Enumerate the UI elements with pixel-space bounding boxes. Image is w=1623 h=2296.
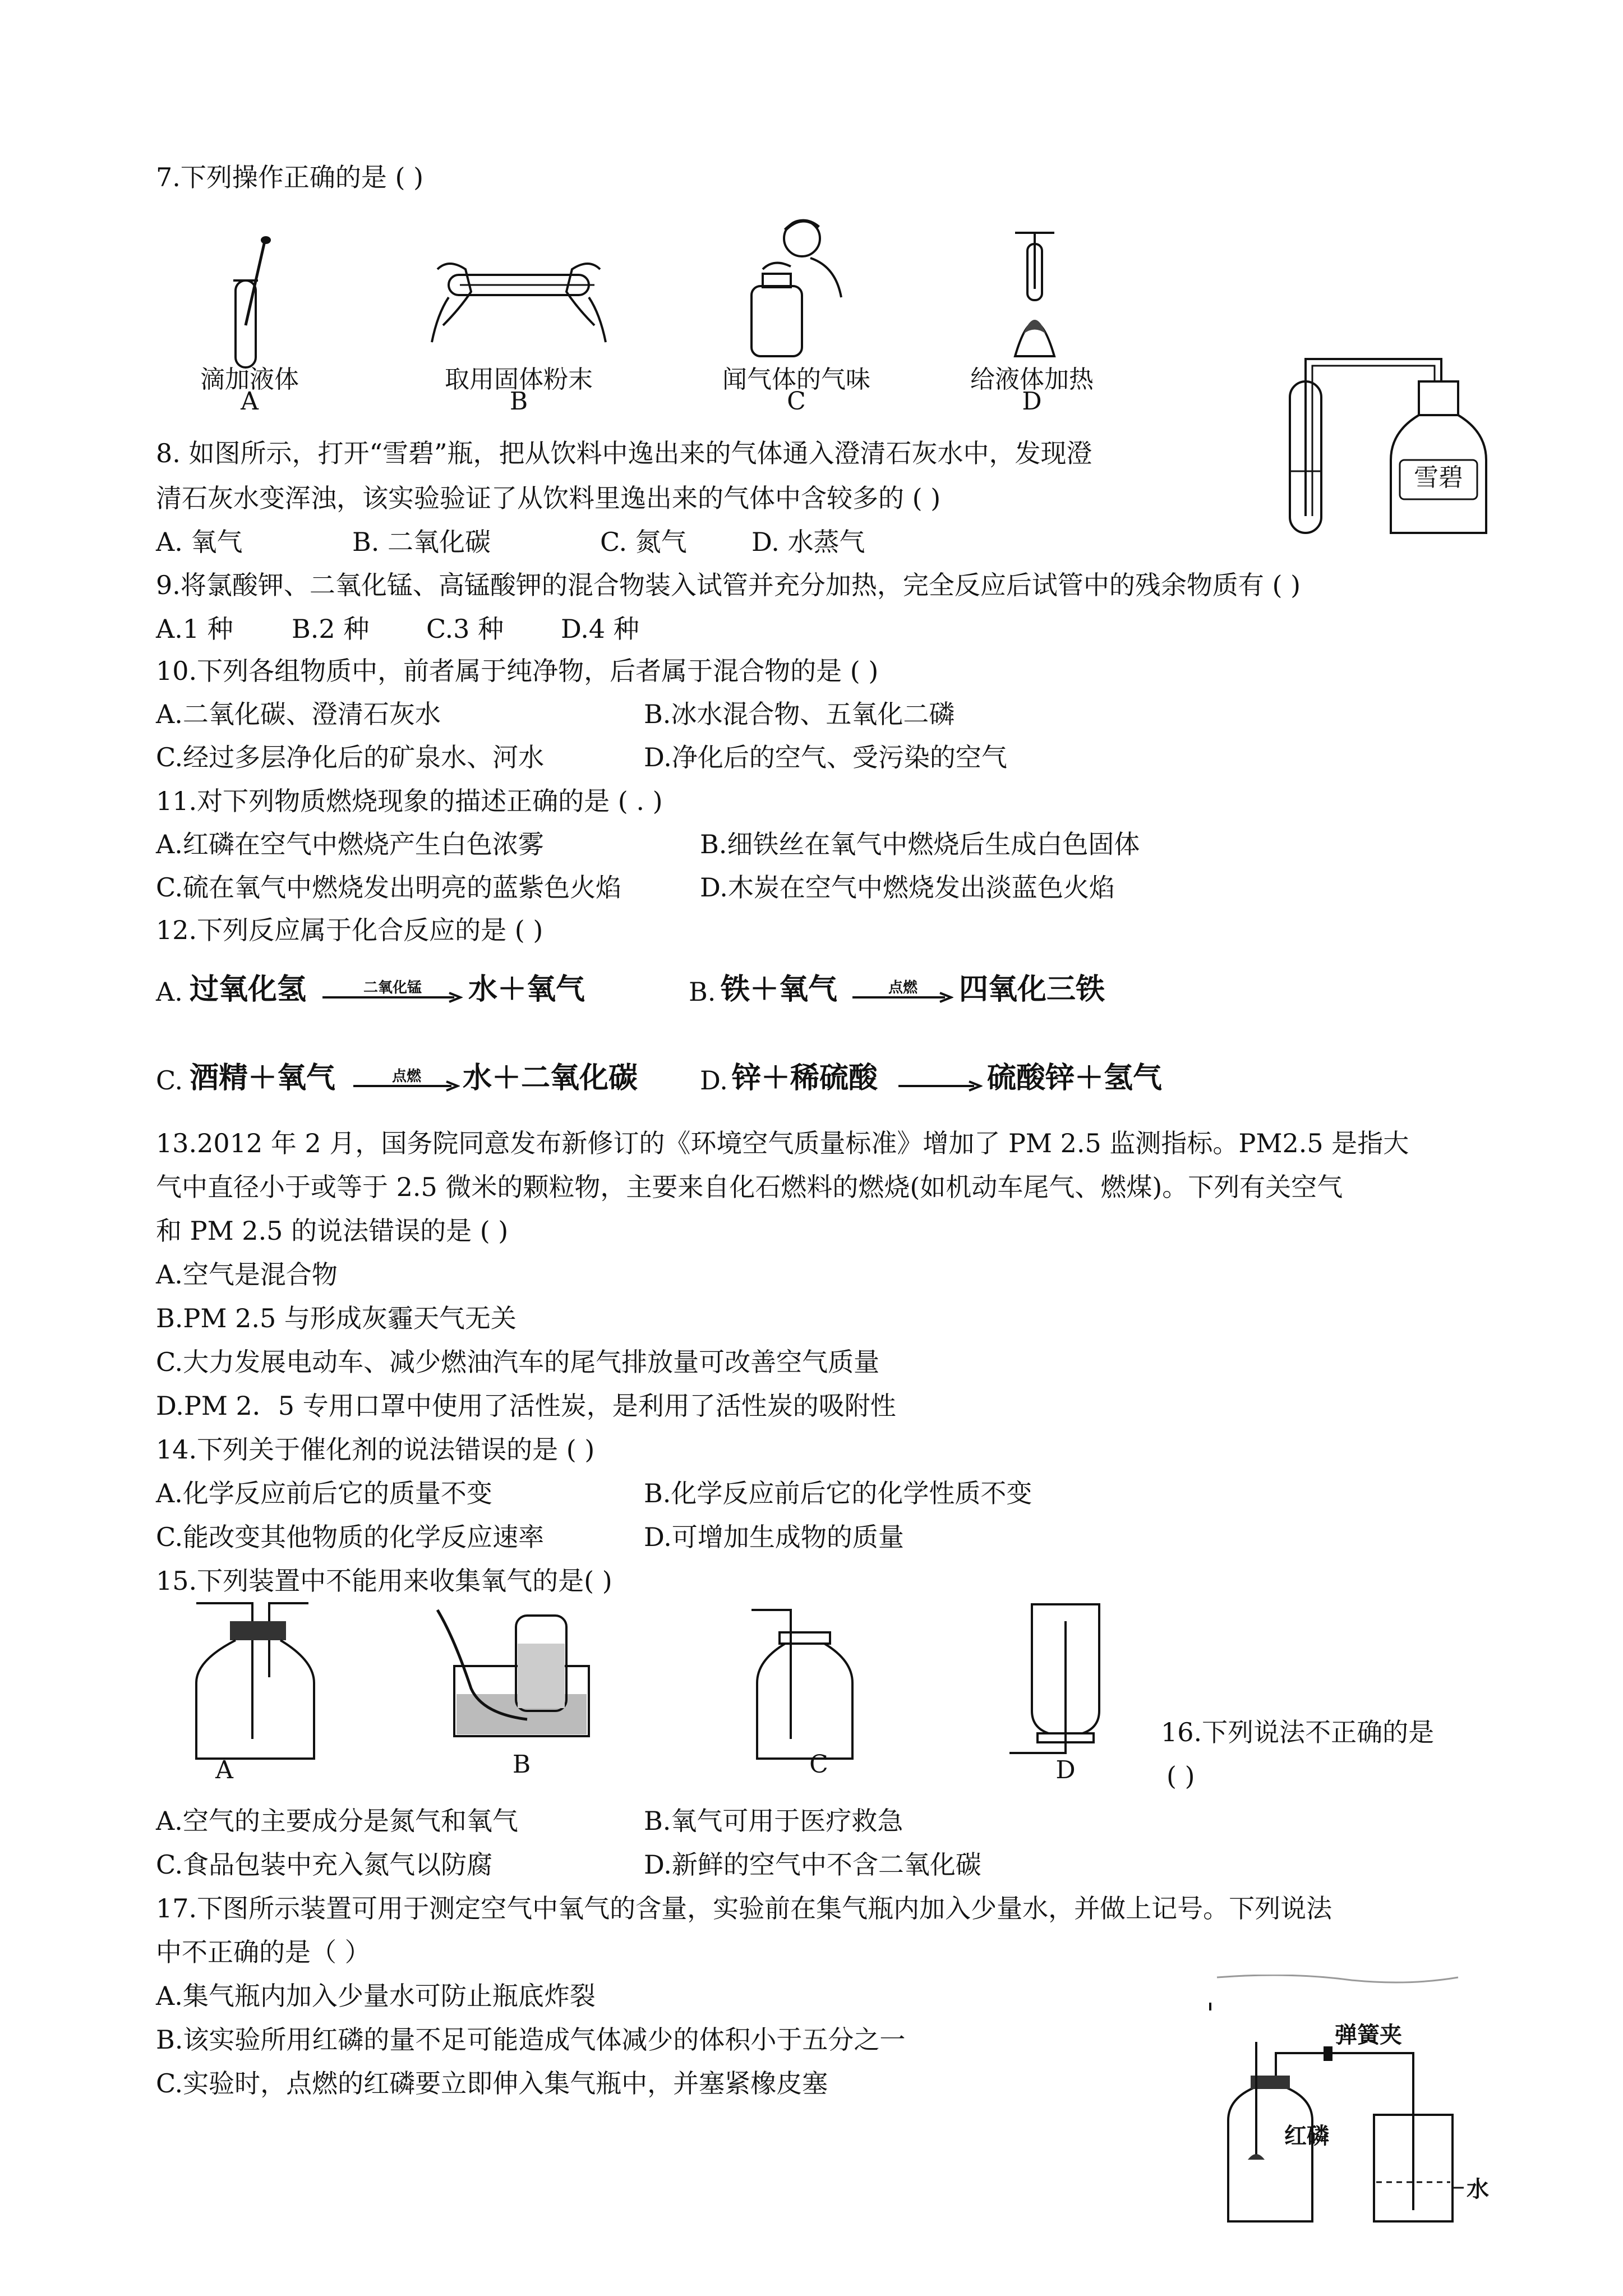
q13-option-d: D.PM 2．5 专用口罩中使用了活性炭，是利用了活性炭的吸附性 [156, 1391, 896, 1421]
oxygen-measure-apparatus [1206, 1975, 1464, 2255]
q8-option-d: D. 水蒸气 [751, 527, 865, 557]
q16-stem: 16.下列说法不正确的是 [1161, 1717, 1435, 1747]
q7-caption-c: 闻气体的气味 [722, 365, 870, 394]
q8-option-c: C. 氮气 [600, 527, 687, 557]
q10-option-c: C.经过多层净化后的矿泉水、河水 [156, 742, 545, 772]
q12-b-condition: 点燃 [888, 979, 917, 996]
q7-letter-a: A [241, 387, 259, 416]
q12-a-left: 过氧化氢 [190, 972, 307, 1006]
q12-c-left: 酒精＋氧气 [190, 1061, 336, 1095]
q14-stem: 14.下列关于催化剂的说法错误的是 ( ) [156, 1434, 595, 1465]
q12-c-letter: C. [156, 1065, 183, 1096]
q9-option-d: D.4 种 [561, 614, 639, 644]
q15-letter-b: B [512, 1750, 531, 1779]
q14-option-a: A.化学反应前后它的质量不变 [156, 1478, 492, 1508]
q15-letter-a: A [215, 1756, 233, 1784]
q11-option-d: D.木炭在空气中燃烧发出淡蓝色火焰 [700, 872, 1115, 903]
dropper-test-tube-figure [213, 236, 280, 376]
q12-b-letter: B. [689, 977, 716, 1007]
label-red-phosphorus: 红磷 [1284, 2123, 1329, 2149]
q17-line1: 17.下图所示装置可用于测定空气中氧气的含量，实验前在集气瓶内加入少量水，并做上记号。下列说法 [156, 1893, 1332, 1924]
q12-c-arrow [353, 1065, 460, 1093]
q8-option-b: B. 二氧化碳 [352, 527, 491, 557]
q17-option-b: B.该实验所用红磷的量不足可能造成气体减少的体积小于五分之一 [156, 2024, 906, 2055]
q15-apparatus-b [432, 1604, 594, 1739]
q16-option-c: C.食品包装中充入氮气以防腐 [156, 1849, 493, 1880]
q16-option-b: B.氧气可用于医疗救急 [644, 1806, 903, 1836]
q12-c-right: 水＋二氧化碳 [463, 1061, 638, 1095]
q13-option-a: A.空气是混合物 [156, 1259, 338, 1290]
label-water: 水 [1467, 2176, 1489, 2202]
q12-a-condition: 二氧化锰 [363, 979, 422, 996]
q16-option-a: A.空气的主要成分是氮气和氧气 [156, 1806, 518, 1836]
q12-stem: 12.下列反应属于化合反应的是 ( ) [156, 915, 543, 945]
q17-line2: 中不正确的是（ ） [156, 1937, 371, 1967]
q12-b-left: 铁＋氧气 [721, 972, 838, 1006]
q10-stem: 10.下列各组物质中，前者属于纯净物，后者属于混合物的是 ( ) [156, 656, 879, 686]
sprite-bottle-label: 雪碧 [1414, 463, 1463, 492]
q10-option-b: B.冰水混合物、五氧化二磷 [644, 699, 955, 729]
q7-letter-d: D [1022, 387, 1042, 416]
q7-letter-c: C [787, 387, 806, 416]
q13-line2: 气中直径小于或等于 2.5 微米的颗粒物，主要来自化石燃料的燃烧(如机动车尾气、燃煤)。下列有关空气 [156, 1172, 1343, 1202]
q15-apparatus-a [185, 1599, 320, 1761]
q13-line1: 13.2012 年 2 月，国务院同意发布新修订的《环境空气质量标准》增加了 PM 2.5 监测指标。PM2.5 是指大 [156, 1128, 1409, 1158]
q13-option-c: C.大力发展电动车、减少燃油汽车的尾气排放量可改善空气质量 [156, 1347, 880, 1377]
label-spring-clip: 弹簧夹 [1335, 2022, 1402, 2048]
q13-line3: 和 PM 2.5 的说法错误的是 ( ) [156, 1216, 509, 1246]
q7-caption-d: 给液体加热 [970, 365, 1094, 394]
q15-letter-d: D [1055, 1756, 1076, 1784]
q17-option-c: C.实验时，点燃的红磷要立即伸入集气瓶中，并塞紧橡皮塞 [156, 2068, 828, 2099]
q15-apparatus-c [746, 1604, 858, 1761]
q12-d-left: 锌＋稀硫酸 [732, 1061, 878, 1095]
q12-d-right: 硫酸锌＋氢气 [987, 1061, 1163, 1095]
q7-letter-b: B [509, 387, 528, 416]
q14-option-d: D.可增加生成物的质量 [644, 1522, 904, 1552]
heat-liquid-figure [993, 222, 1077, 362]
q7-caption-b: 取用固体粉末 [445, 365, 593, 394]
q9-stem: 9.将氯酸钾、二氧化锰、高锰酸钾的混合物装入试管并充分加热，完全反应后试管中的残余物质有 ( ) [156, 570, 1301, 600]
q12-a-letter: A. [156, 977, 183, 1007]
q12-c-condition: 点燃 [391, 1068, 421, 1085]
q17-option-a: A.集气瓶内加入少量水可防止瓶底炸裂 [156, 1981, 596, 2011]
q9-option-a: A.1 种 [156, 614, 233, 644]
q11-option-b: B.细铁丝在氧气中燃烧后生成白色固体 [700, 829, 1140, 859]
q7-caption-a: 滴加液体 [200, 365, 299, 394]
q12-b-right: 四氧化三铁 [959, 972, 1105, 1006]
smell-gas-figure [740, 213, 852, 359]
q13-option-b: B.PM 2.5 与形成灰霾天气无关 [156, 1303, 517, 1333]
q15-apparatus-d [1004, 1599, 1133, 1761]
q11-option-a: A.红磷在空气中燃烧产生白色浓雾 [156, 829, 544, 859]
q11-stem: 11.对下列物质燃烧现象的描述正确的是 ( . ) [156, 786, 663, 816]
q16-paren: ( ) [1166, 1761, 1195, 1791]
q12-b-arrow [852, 976, 953, 1004]
q10-option-a: A.二氧化碳、澄清石灰水 [156, 699, 441, 729]
q10-option-d: D.净化后的空气、受污染的空气 [644, 742, 1007, 772]
q14-option-b: B.化学反应前后它的化学性质不变 [644, 1478, 1032, 1508]
q7-stem: 7.下列操作正确的是 ( ) [156, 162, 424, 192]
q15-letter-c: C [809, 1750, 828, 1779]
q9-option-c: C.3 种 [426, 614, 504, 644]
q15-stem: 15.下列装置中不能用来收集氧气的是( ) [156, 1566, 612, 1596]
q8-option-a: A. 氧气 [156, 527, 243, 557]
q11-option-c: C.硫在氧气中燃烧发出明亮的蓝紫色火焰 [156, 872, 622, 903]
q8-line1: 8. 如图所示，打开“雪碧”瓶，把从饮料中逸出来的气体通入澄清石灰水中，发现澄 [156, 438, 1092, 468]
powder-test-tube-figure [426, 258, 611, 348]
q12-a-arrow [322, 976, 463, 1004]
q16-option-d: D.新鲜的空气中不含二氧化碳 [644, 1849, 981, 1880]
q12-d-arrow [898, 1065, 983, 1093]
sprite-limewater-figure [1273, 337, 1509, 539]
q12-a-right: 水＋氧气 [468, 972, 585, 1006]
q8-line2: 清石灰水变浑浊，该实验验证了从饮料里逸出来的气体中含较多的 ( ) [156, 483, 941, 513]
q12-d-letter: D. [700, 1065, 728, 1096]
q14-option-c: C.能改变其他物质的化学反应速率 [156, 1522, 545, 1552]
q9-option-b: B.2 种 [292, 614, 370, 644]
